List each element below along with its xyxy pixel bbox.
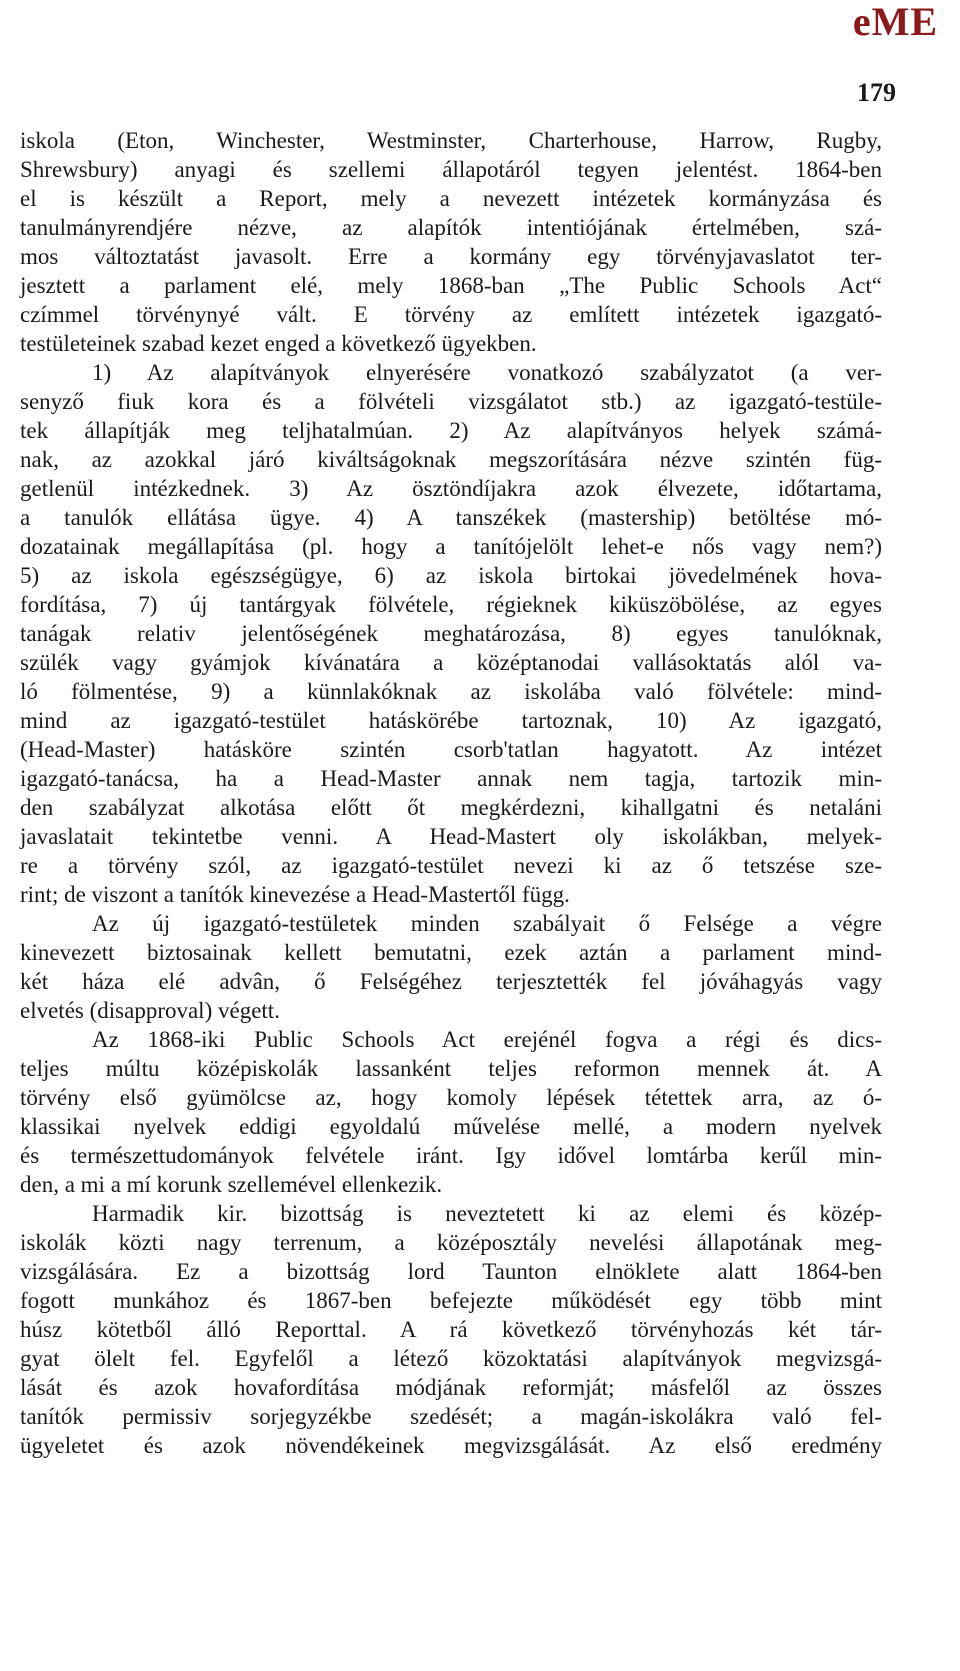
text-line: mos változtatást javasolt. Erre a kormány egy törvényjavaslatot ter- (20, 244, 882, 269)
text-line: 1) Az alapítványok elnyerésére vonatkozó szabályzatot (a ver- (92, 360, 882, 385)
text-line: den, a mi a mí korunk szellemével ellenkezik. (20, 1172, 443, 1197)
text-line: fordítása, 7) új tantárgyak fölvétele, régieknek kiküszöbölése, az egyes (20, 592, 882, 617)
text-line: (Head-Master) hatásköre szintén csorb'tatlan hagyatott. Az intézet (20, 737, 882, 762)
text-line: és természettudományok felvétele iránt. Igy idővel lomtárba kerűl min- (20, 1143, 882, 1168)
text-line: teljes múltu középiskolák lassanként teljes reformon mennek át. A (20, 1056, 882, 1081)
text-line: törvény első gyümölcse az, hogy komoly lépések tétettek arra, az ó- (20, 1085, 882, 1110)
text-line: mind az igazgató-testület hatáskörébe tartoznak, 10) Az igazgató, (20, 708, 882, 733)
text-line: senyző fiuk kora és a fölvételi vizsgálatot stb.) az igazgató-testüle- (20, 389, 882, 414)
text-line: fogott munkához és 1867-ben befejezte működését egy több mint (20, 1288, 882, 1313)
text-line: tanágak relativ jelentőségének meghatározása, 8) egyes tanulóknak, (20, 621, 882, 646)
text-line: testületeinek szabad kezet enged a következő ügyekben. (20, 331, 537, 356)
text-line: húsz kötetből álló Reporttal. A rá következő törvényhozás két tár- (20, 1317, 882, 1342)
text-line: lását és azok hovafordítása módjának reformját; másfelől az összes (20, 1375, 882, 1400)
text-line: nak, az azokkal járó kiváltságoknak megszorítására nézve szintén füg- (20, 447, 882, 472)
text-line: Az 1868-iki Public Schools Act erejénél fogva a régi és dics- (92, 1027, 882, 1052)
text-line: dozatainak megállapítása (pl. hogy a tanítójelölt lehet-e nős vagy nem?) (20, 534, 882, 559)
paragraph (20, 358, 882, 909)
text-line: ügyeletet és azok növendékeinek megvizsgálását. Az első eredmény (20, 1433, 882, 1458)
text-line: elvetés (disapproval) végett. (20, 998, 280, 1023)
text-line: tek állapítják meg teljhatalmúan. 2) Az alapítványos helyek számá- (20, 418, 882, 443)
text-line: el is készült a Report, mely a nevezett intézetek kormányzása és (20, 186, 882, 211)
text-line: vizsgálására. Ez a bizottság lord Taunton elnöklete alatt 1864-ben (20, 1259, 882, 1284)
text-line: javaslatait tekintetbe venni. A Head-Mastert oly iskolákban, melyek- (20, 824, 882, 849)
text-line: rint; de viszont a tanítók kinevezése a Head-Mastertől függ. (20, 882, 570, 907)
paragraph (20, 909, 882, 1025)
text-line: tanulmányrendjére nézve, az alapítók intentiójának értelmében, szá- (20, 215, 882, 240)
paragraph (20, 126, 882, 358)
page-number: 179 (857, 78, 896, 107)
text-line: ló fölmentése, 9) a künnlakóknak az iskolába való fölvétele: mind- (20, 679, 882, 704)
text-line: Harmadik kir. bizottság is neveztetett ki az elemi és közép- (92, 1201, 882, 1226)
logo: eME (852, 0, 938, 44)
text-line: gyat ölelt fel. Egyfelől a létező közoktatási alapítványok megvizsgá- (20, 1346, 882, 1371)
text-line: Shrewsbury) anyagi és szellemi állapotáról tegyen jelentést. 1864-ben (20, 157, 882, 182)
text-line: a tanulók ellátása ügye. 4) A tanszékek (mastership) betöltése mó- (20, 505, 882, 530)
text-line: iskola (Eton, Winchester, Westminster, Charterhouse, Harrow, Rugby, (20, 128, 882, 153)
text-line: tanítók permissiv sorjegyzékbe szedését; a magán-iskolákra való fel- (20, 1404, 882, 1429)
text-line: jesztett a parlament elé, mely 1868-ban „The Public Schools Act“ (20, 273, 882, 298)
paragraph (20, 1199, 882, 1460)
text-line: den szabályzat alkotása előtt őt megkérdezni, kihallgatni és netaláni (20, 795, 882, 820)
text-line: Az új igazgató-testületek minden szabályait ő Felsége a végre (92, 911, 882, 936)
text-line: czímmel törvénynyé vált. E törvény az említett intézetek igazgató- (20, 302, 882, 327)
text-line: igazgató-tanácsa, ha a Head-Master annak nem tagja, tartozik min- (20, 766, 882, 791)
text-line: getlenül intézkednek. 3) Az ösztöndíjakra azok élvezete, időtartama, (20, 476, 882, 501)
text-line: iskolák közti nagy terrenum, a középosztály nevelési állapotának meg- (20, 1230, 882, 1255)
text-line: szülék vagy gyámjok kívánatára a középtanodai vallásoktatás alól va- (20, 650, 882, 675)
text-line: 5) az iskola egészségügye, 6) az iskola birtokai jövedelmének hova- (20, 563, 882, 588)
text-line: két háza elé advân, ő Felségéhez terjesztették fel jóváhagyás vagy (20, 969, 882, 994)
body-text (20, 126, 882, 1460)
paragraph (20, 1025, 882, 1199)
text-line: klassikai nyelvek eddigi egyoldalú művelése mellé, a modern nyelvek (20, 1114, 882, 1139)
text-line: kinevezett biztosainak kellett bemutatni, ezek aztán a parlament mind- (20, 940, 882, 965)
text-line: re a törvény szól, az igazgató-testület nevezi ki az ő tetszése sze- (20, 853, 882, 878)
